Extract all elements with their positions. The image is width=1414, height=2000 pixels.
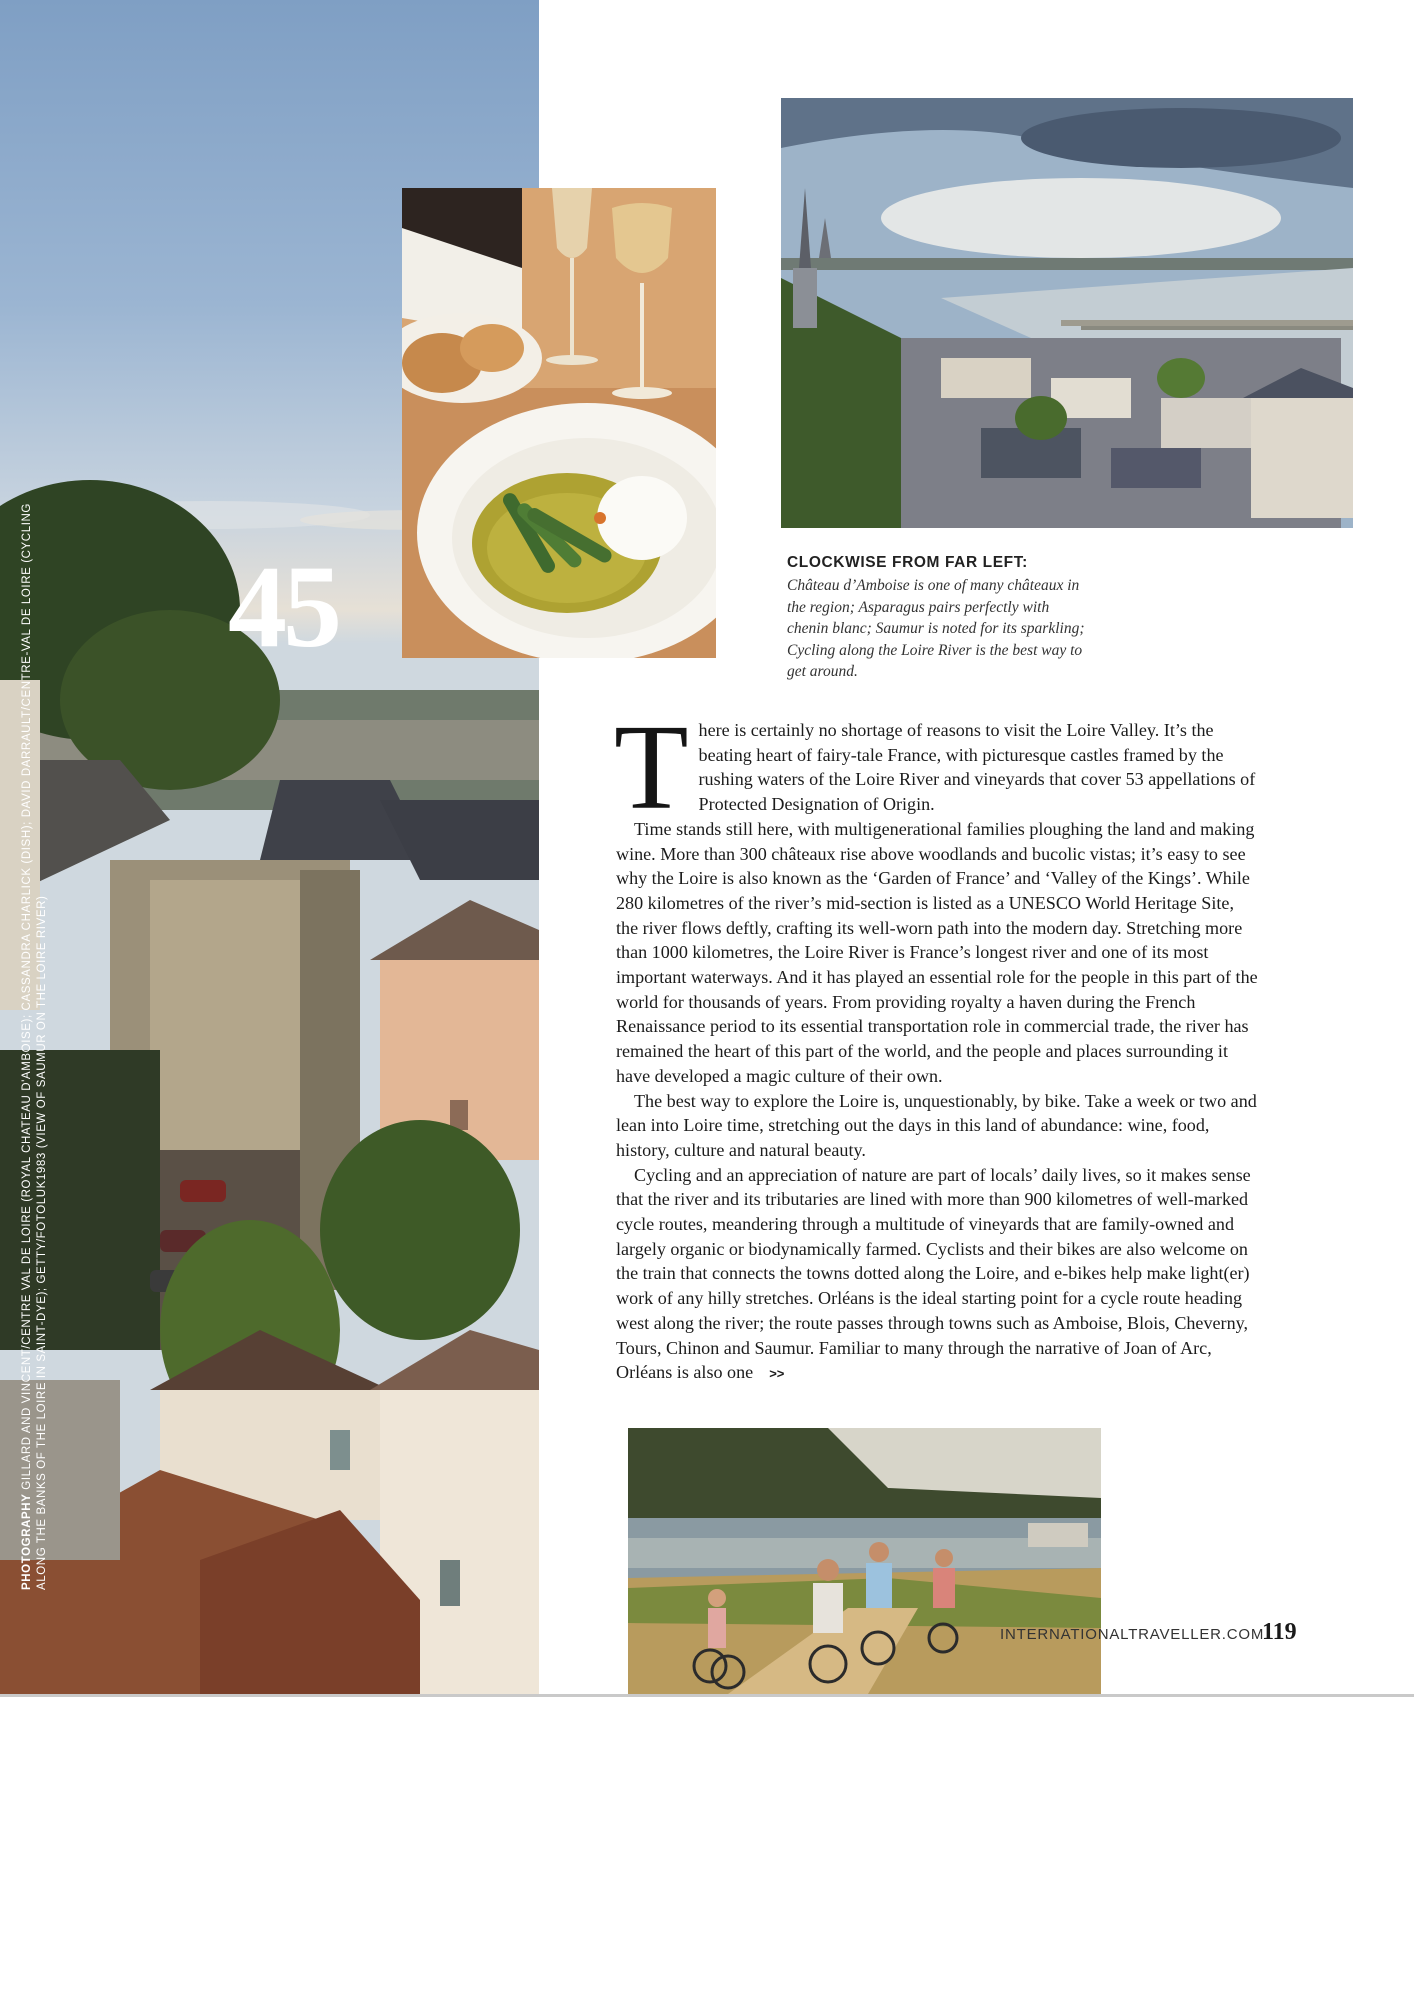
saumur-river-photo (781, 98, 1353, 528)
caption-heading: CLOCKWISE FROM FAR LEFT: (787, 554, 1028, 571)
drop-cap: T (614, 700, 689, 835)
continue-marker: >> (769, 1366, 785, 1382)
website-footer: INTERNATIONALTRAVELLER.COM (1000, 1626, 1265, 1643)
article-paragraph-1 (614, 700, 1258, 835)
article-paragraph-4-text: Cycling and an appreciation of nature are part of locals’ daily lives, so it makes sense that the river and its tributaries are lined with more than 900 kilometres of well-marked cycle routes, meandering through a multitude of vineyards that are family-owned and largely organic or biodynamically farmed. Cyclists and their bikes are also welcome on the train that connects the towns dotted along the Loire, and e-bikes help make light(er) work of any hilly stretches. Orléans is the ideal starting point for a cycle route heading west along the river; the route passes through towns such as Amboise, Blois, Cheverny, Tours, Chinon and Saumur. Familiar to many through the narrative of Joan of Arc, Orléans is also one (616, 1164, 1251, 1383)
photo-credit (20, 490, 50, 1590)
asparagus-dish-illustration (402, 188, 716, 658)
article-body (614, 700, 1258, 1387)
photo-credit-text: GILLARD AND VINCENT/CENTRE VAL DE LOIRE (ROYAL CHATEAU D'AMBOISE); CASSANDRA CHARLICK (DISH); DAVID DARRAULT/CENTRE-VAL DE LOIRE (CYCLING ALONG THE BANKS OF THE LOIRE IN SAINT-DYE); GETTY/FOTOLUK1983 (VIEW OF SAUMUR ON THE LOIRE RIVER) (21, 503, 48, 1590)
feature-number: 45 (228, 541, 338, 672)
caption-body: Château d’Amboise is one of many châteaux in the region; Asparagus pairs perfectly with chenin blanc; Saumur is noted for its sparkling; Cycling along the Loire River is the best way to get around. (787, 577, 1085, 680)
photo-credit-label: PHOTOGRAPHY (21, 1493, 33, 1590)
asparagus-dish-photo (402, 188, 716, 658)
page-number: 119 (1262, 1619, 1297, 1645)
article-paragraph-4 (616, 1163, 1258, 1387)
cycling-loire-illustration (628, 1428, 1101, 1694)
article-paragraph-1-text: here is certainly no shortage of reasons to visit the Loire Valley. It’s the beating heart of fairy-tale France, with picturesque castles framed by the rushing waters of the Loire River and vineyards that cover 53 appellations of Protected Designation of Origin. (698, 720, 1256, 815)
saumur-river-illustration (781, 98, 1353, 528)
photo-caption (787, 554, 1087, 683)
article-paragraph-2: Time stands still here, with multigenerational families ploughing the land and making wine. More than 300 châteaux rise above woodlands and bucolic vistas; it’s easy to see why the Loire is also known as the ‘Garden of France’ and ‘Valley of the Kings’. While 280 kilometres of the river’s mid-section is listed as a UNESCO World Heritage Site, the river flows deftly, crafting its well-worn path into the modern day. Stretching more than 1000 kilometres, the Loire River is France’s longest river and one of its most important waterways. And it has played an essential role for the people in this part of the world for thousands of years. From providing royalty a haven during the French Renaissance period to its essential transportation role in commercial trade, the river has remained the heart of this part of the world, and the people and places surrounding it have developed a magic culture of their own. (616, 818, 1258, 1086)
cycling-loire-photo (628, 1428, 1101, 1694)
page-bottom-rule (0, 1694, 1414, 1697)
article-paragraph-3: The best way to explore the Loire is, unquestionably, by bike. Take a week or two and lean into Loire time, stretching out the days in this land of abundance: wine, food, history, culture and natural beauty. (616, 1090, 1257, 1160)
